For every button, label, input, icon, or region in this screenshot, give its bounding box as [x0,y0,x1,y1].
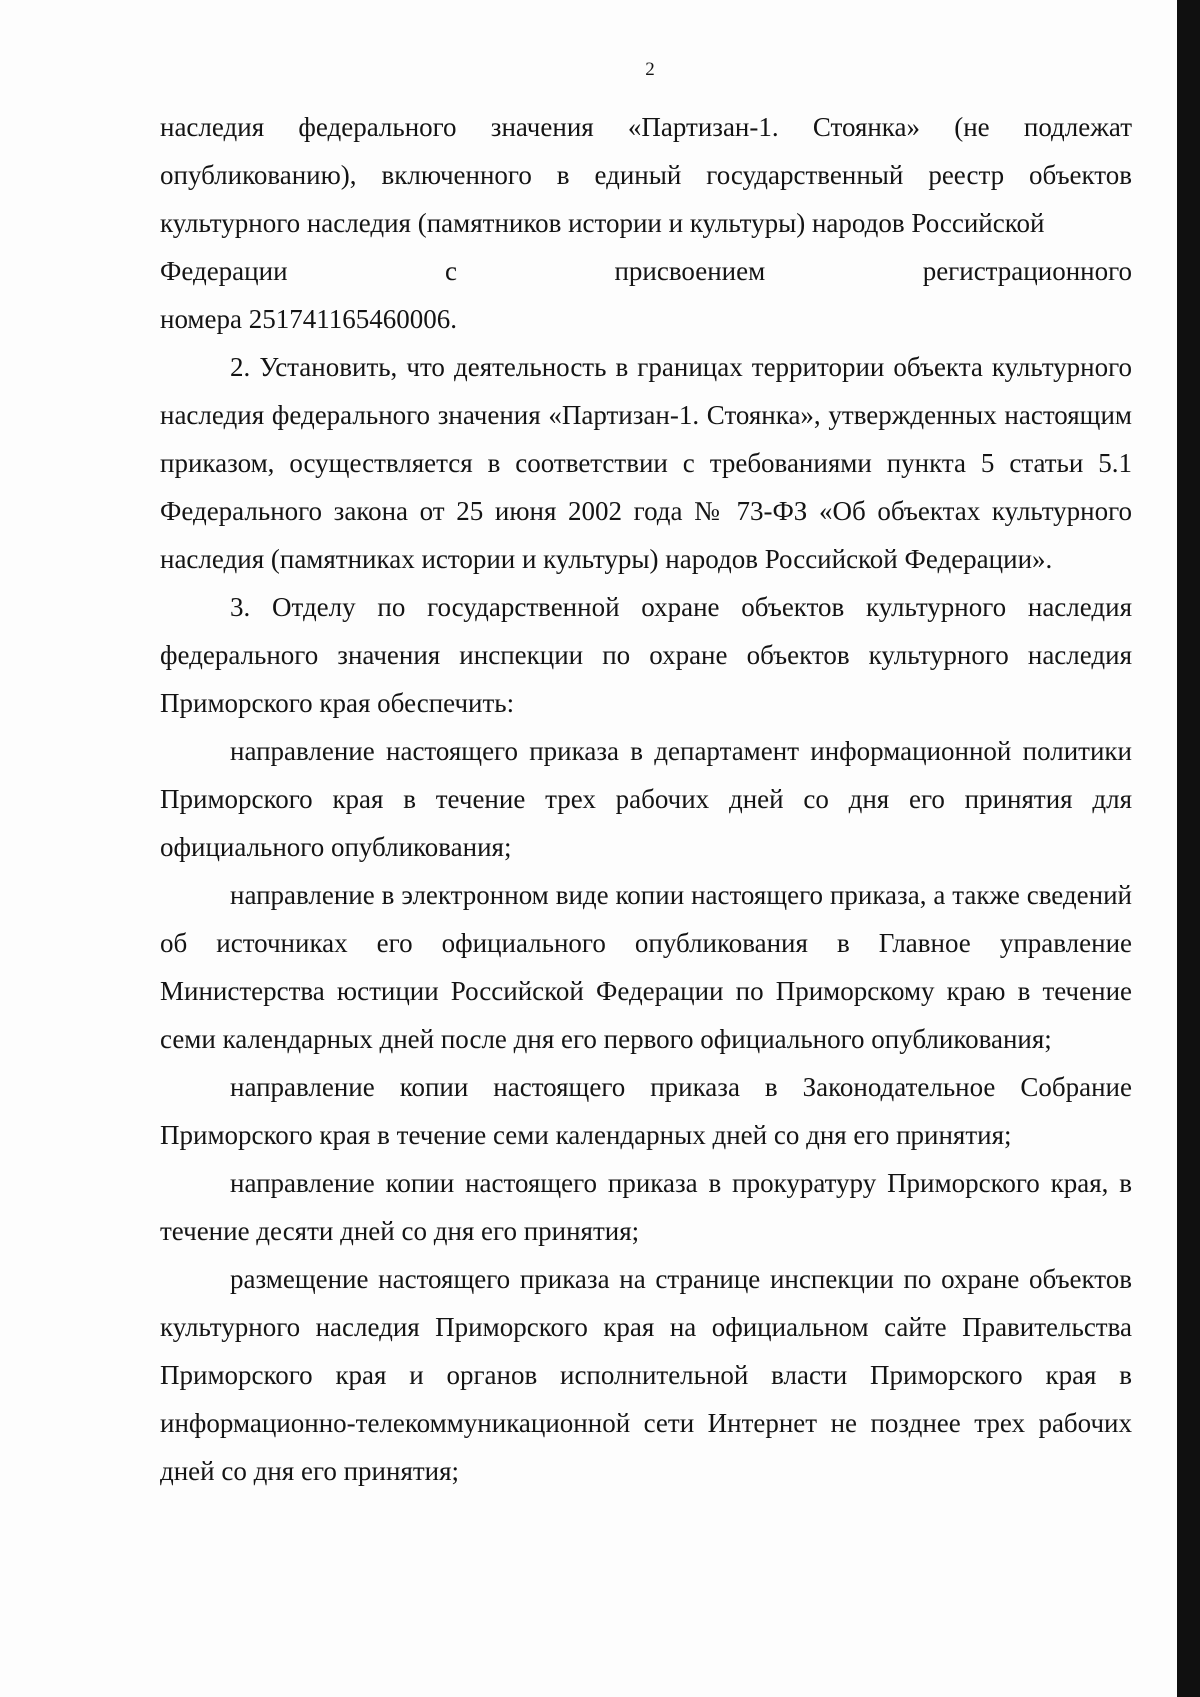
spread-word: регистрационного [922,256,1132,286]
paragraph-subitem: направление настоящего приказа в департамент информационной политики Приморского края в течение трех рабочих дней со дня его принятия для официального опубликования; [160,736,1132,862]
spread-line [160,247,1132,295]
paragraph-subitem: направление в электронном виде копии настоящего приказа, а также сведений об источниках его официального опубликования в Главное управление Министерства юстиции Российской Федерации по Приморскому краю в течение семи календарных дней после дня его первого официального опубликования; [160,880,1132,1054]
paragraph-item-2: 2. Установить, что деятельность в границах территории объекта культурного наследия федерального значения «Партизан-1. Стоянка», утвержденных настоящим приказом, осуществляется в соответствии с требованиями пункта 5 статьи 5.1 Федерального закона от 25 июня 2002 года № 73-ФЗ «Об объектах культурного наследия (памятниках истории и культуры) народов Российской Федерации». [160,352,1132,574]
paragraph-item-3: 3. Отделу по государственной охране объектов культурного наследия федерального значения инспекции по охране объектов культурного наследия Приморского края обеспечить: [160,592,1132,718]
paragraph-continuation: наследия федерального значения «Партизан-1. Стоянка» (не подлежат опубликованию), включенного в единый государственный реестр объектов культурного наследия (памятников истории и культуры) народов Российской [160,112,1132,238]
paragraph-subitem: направление копии настоящего приказа в прокуратуру Приморского края, в течение десяти дней со дня его принятия; [160,1168,1132,1246]
scan-edge [1177,0,1200,1697]
spread-word: присвоением [614,256,766,286]
paragraph-subitem: направление копии настоящего приказа в Законодательное Собрание Приморского края в течение семи календарных дней со дня его принятия; [160,1072,1132,1150]
document-body [160,103,1132,1495]
paragraph-subitem: размещение настоящего приказа на странице инспекции по охране объектов культурного наследия Приморского края на официальном сайте Правительства Приморского края и органов исполнительной власти Приморского края в информационно-телекоммуникационной сети Интернет не позднее трех рабочих дней со дня его принятия; [160,1264,1132,1486]
spread-word: с [445,256,457,286]
spread-word: Федерации [160,256,288,286]
page-number: 2 [645,59,655,80]
registration-number-line: номера 251741165460006. [160,304,457,334]
